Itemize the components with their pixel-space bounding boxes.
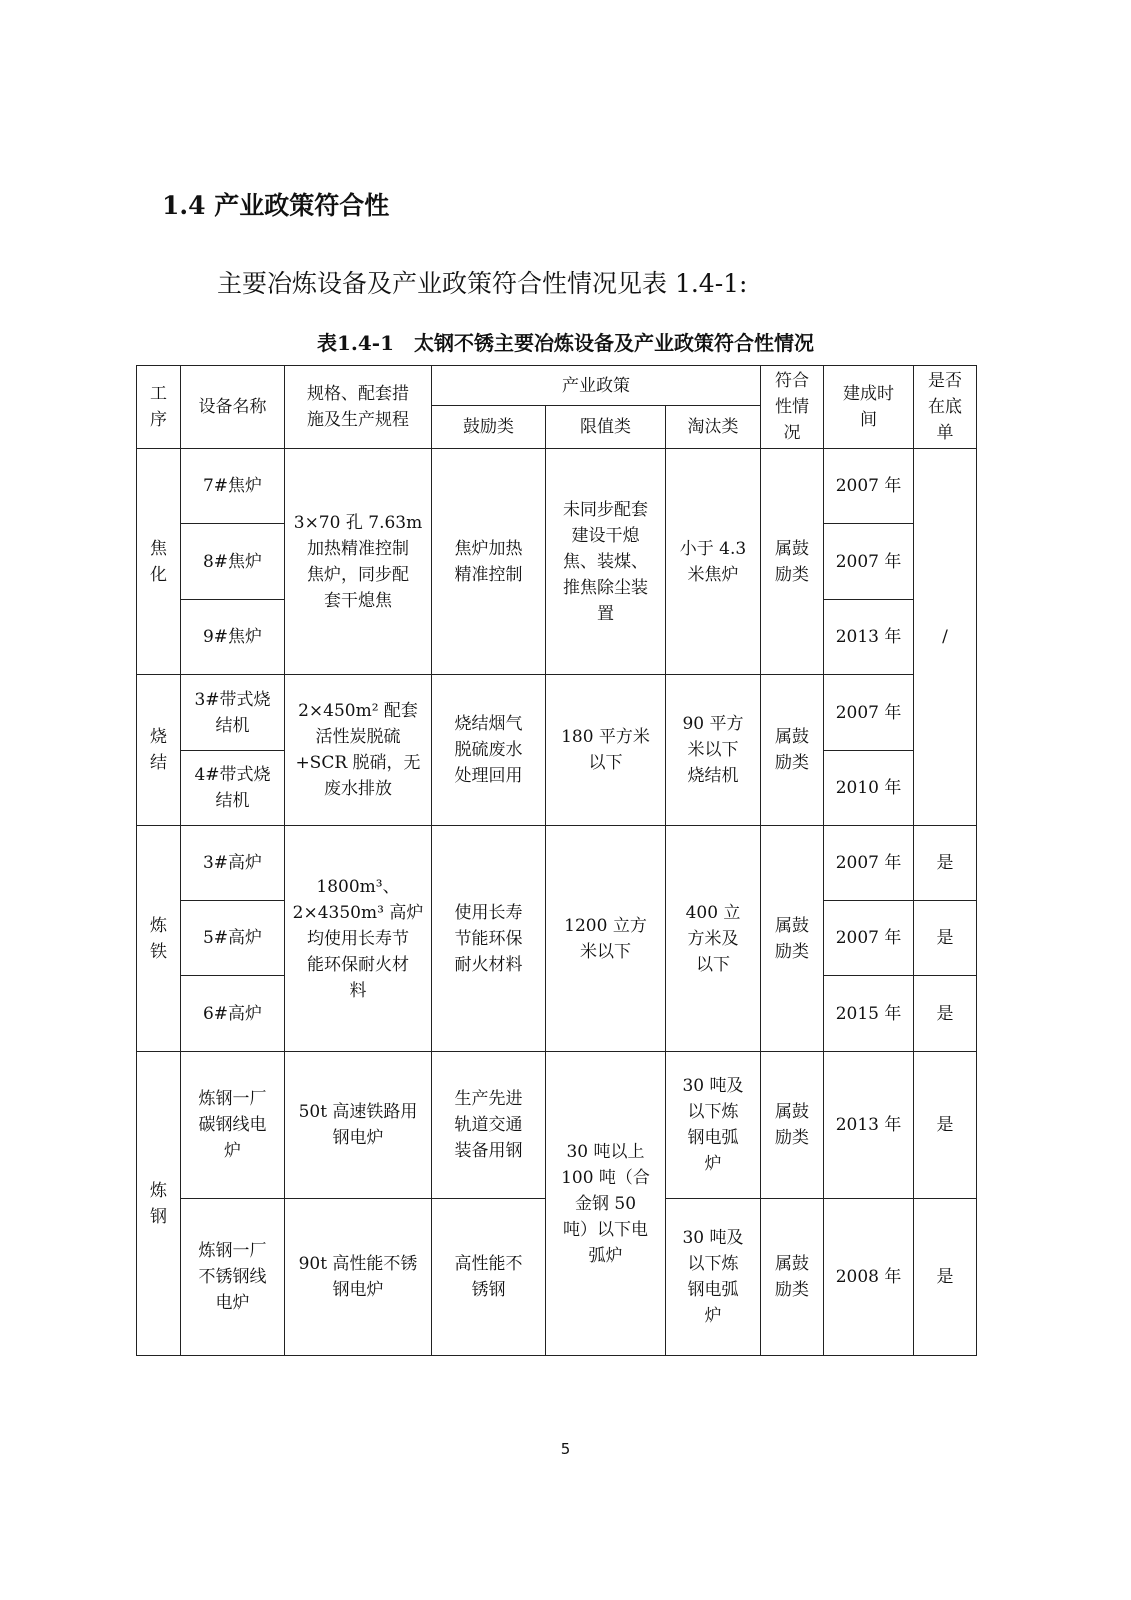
steelmaking-spec-stainless: 90t 高性能不锈 钢电炉	[285, 1199, 432, 1356]
steelmaking-eliminate-carbon: 30 吨及 以下炼 钢电弧 炉	[666, 1052, 761, 1199]
header-restrict: 限值类	[546, 406, 666, 449]
header-eliminate: 淘汰类	[666, 406, 761, 449]
coking-build-time-9: 2013 年	[824, 600, 914, 675]
ironmaking-equipment-6: 6#高炉	[181, 976, 285, 1052]
sintering-equipment-3: 3#带式烧 结机	[181, 675, 285, 751]
header-spec: 规格、配套措 施及生产规程	[285, 366, 432, 449]
ironmaking-spec: 1800m³、 2×4350m³ 高炉 均使用长寿节 能环保耐火材 料	[285, 826, 432, 1052]
ironmaking-eliminate: 400 立 方米及 以下	[666, 826, 761, 1052]
coking-compliance: 属鼓 励类	[761, 449, 824, 675]
header-encourage: 鼓励类	[432, 406, 546, 449]
steelmaking-restrict: 30 吨以上 100 吨（合 金钢 50 吨）以下电 弧炉	[546, 1052, 666, 1356]
steelmaking-baseline-stainless: 是	[914, 1199, 977, 1356]
coking-equipment-8: 8#焦炉	[181, 524, 285, 600]
policy-compliance-table	[136, 365, 977, 1356]
steelmaking-process: 炼 钢	[137, 1052, 181, 1356]
sintering-equipment-4: 4#带式烧 结机	[181, 751, 285, 826]
ironmaking-restrict: 1200 立方 米以下	[546, 826, 666, 1052]
sintering-process: 烧 结	[137, 675, 181, 826]
header-policy-group: 产业政策	[432, 366, 761, 406]
steelmaking-compliance-carbon: 属鼓 励类	[761, 1052, 824, 1199]
header-compliance: 符合 性情 况	[761, 366, 824, 449]
steelmaking-eliminate-stainless: 30 吨及 以下炼 钢电弧 炉	[666, 1199, 761, 1356]
intro-paragraph: 主要冶炼设备及产业政策符合性情况见表 1.4-1:	[217, 269, 748, 298]
coking-build-time-8: 2007 年	[824, 524, 914, 600]
section-heading: 1.4 产业政策符合性	[162, 191, 390, 220]
sintering-build-time-4: 2010 年	[824, 751, 914, 826]
steelmaking-compliance-stainless: 属鼓 励类	[761, 1199, 824, 1356]
sintering-build-time-3: 2007 年	[824, 675, 914, 751]
sintering-spec: 2×450m² 配套 活性炭脱硫 +SCR 脱硝，无 废水排放	[285, 675, 432, 826]
steelmaking-encourage-carbon: 生产先进 轨道交通 装备用钢	[432, 1052, 546, 1199]
ironmaking-baseline-6: 是	[914, 976, 977, 1052]
coking-equipment-7: 7#焦炉	[181, 449, 285, 524]
ironmaking-compliance: 属鼓 励类	[761, 826, 824, 1052]
sintering-compliance: 属鼓 励类	[761, 675, 824, 826]
ironmaking-build-time-6: 2015 年	[824, 976, 914, 1052]
coking-build-time-7: 2007 年	[824, 449, 914, 524]
coking-equipment-9: 9#焦炉	[181, 600, 285, 675]
ironmaking-baseline-5: 是	[914, 901, 977, 976]
ironmaking-equipment-3: 3#高炉	[181, 826, 285, 901]
header-equipment: 设备名称	[181, 366, 285, 449]
ironmaking-equipment-5: 5#高炉	[181, 901, 285, 976]
steelmaking-build-time-stainless: 2008 年	[824, 1199, 914, 1356]
steelmaking-equipment-stainless: 炼钢一厂 不锈钢线 电炉	[181, 1199, 285, 1356]
page-number: 5	[560, 1440, 571, 1458]
ironmaking-build-time-3: 2007 年	[824, 826, 914, 901]
steelmaking-equipment-carbon: 炼钢一厂 碳钢线电 炉	[181, 1052, 285, 1199]
coking-eliminate: 小于 4.3 米焦炉	[666, 449, 761, 675]
ironmaking-process: 炼 铁	[137, 826, 181, 1052]
sintering-eliminate: 90 平方 米以下 烧结机	[666, 675, 761, 826]
sintering-restrict: 180 平方米 以下	[546, 675, 666, 826]
coking-spec: 3×70 孔 7.63m 加热精准控制 焦炉，同步配 套干熄焦	[285, 449, 432, 675]
sintering-encourage: 烧结烟气 脱硫废水 处理回用	[432, 675, 546, 826]
table-caption: 表1.4-1 太钢不锈主要冶炼设备及产业政策符合性情况	[316, 331, 814, 355]
ironmaking-baseline-3: 是	[914, 826, 977, 901]
steelmaking-baseline-carbon: 是	[914, 1052, 977, 1199]
steelmaking-build-time-carbon: 2013 年	[824, 1052, 914, 1199]
coking-sinter-baseline: /	[914, 449, 977, 826]
steelmaking-spec-carbon: 50t 高速铁路用 钢电炉	[285, 1052, 432, 1199]
ironmaking-encourage: 使用长寿 节能环保 耐火材料	[432, 826, 546, 1052]
steelmaking-encourage-stainless: 高性能不 锈钢	[432, 1199, 546, 1356]
header-build-time: 建成时 间	[824, 366, 914, 449]
coking-process: 焦 化	[137, 449, 181, 675]
coking-encourage: 焦炉加热 精准控制	[432, 449, 546, 675]
ironmaking-build-time-5: 2007 年	[824, 901, 914, 976]
coking-restrict: 未同步配套 建设干熄 焦、装煤、 推焦除尘装 置	[546, 449, 666, 675]
header-process: 工 序	[137, 366, 181, 449]
header-in-baseline: 是否 在底 单	[914, 366, 977, 449]
